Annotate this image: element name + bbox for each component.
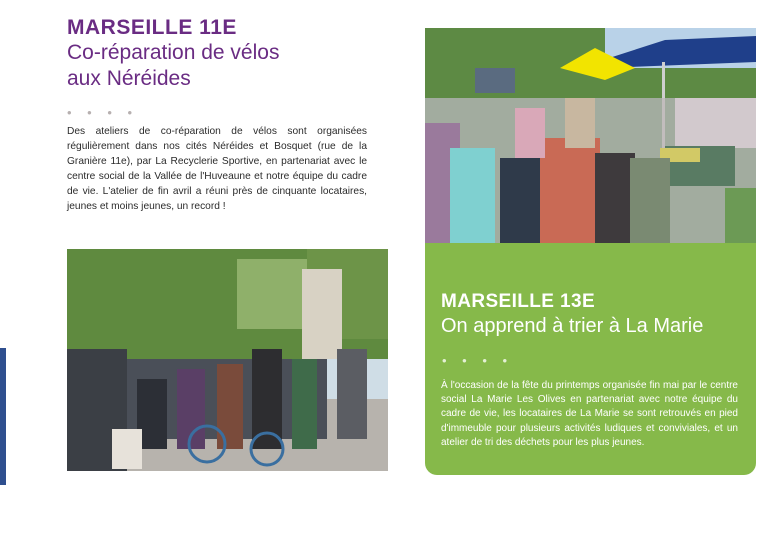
right-article-separator: • • • •	[442, 353, 514, 368]
left-article-heading	[67, 16, 397, 92]
right-article-city: MARSEILLE 13E	[441, 291, 596, 312]
left-article-subtitle-line2: aux Néréides	[67, 67, 191, 90]
left-article-body: Des ateliers de co-réparation de vélos sont organisées régulièrement dans nos cités Néréides et Bosquet (rue de la Granière 11e), par La Recyclerie Sportive, en partenariat avec le centre social de la Vallée de l'Huveaune et notre équipe du cadre de vie. L'atelier de fin avril a réuni près de cinquante locataires, jeunes et moins jeunes, un record !	[67, 126, 367, 212]
page-edge-bar	[0, 348, 6, 485]
right-article-heading	[441, 291, 751, 339]
right-article-subtitle: On apprend à trier à La Marie	[441, 315, 704, 337]
left-article-subtitle-line1: Co-réparation de vélos	[67, 41, 280, 64]
left-article-city: MARSEILLE 11E	[67, 16, 237, 39]
right-article-body: À l'occasion de la fête du printemps organisée fin mai par le centre social La Marie Les Olives en partenariat avec notre équipe du cadre de vie, les locataires de La Marie se sont retrouvés en pied d'immeuble pour plusieurs activités ludiques et conviviales, et un atelier de tri des déchets pour les plus jeunes.	[441, 380, 738, 448]
left-article-separator: • • • •	[67, 105, 139, 120]
bike-repair-photo	[67, 249, 388, 471]
sorting-workshop-photo	[425, 28, 756, 277]
